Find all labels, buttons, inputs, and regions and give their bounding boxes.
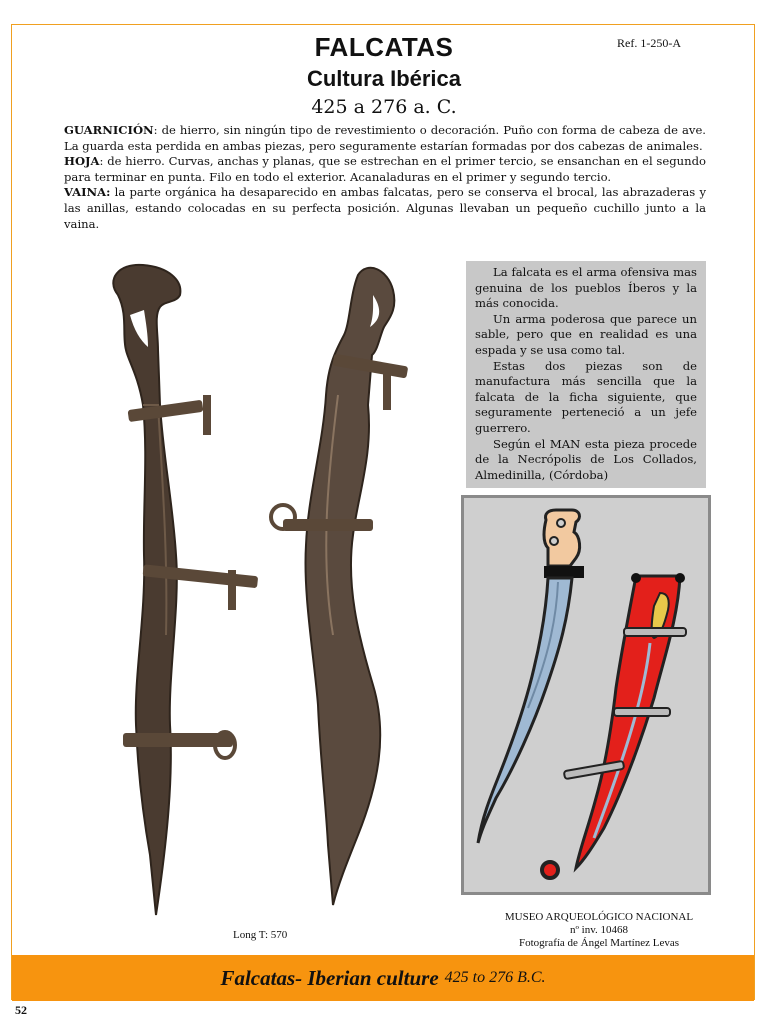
photo-credit: Fotografía de Ángel Martínez Levas <box>518 937 680 949</box>
page-title: FALCATAS <box>314 32 454 62</box>
guarnicion-paragraph <box>64 123 706 154</box>
hoja-text: : de hierro. Curvas, anchas y planas, que se estrechan en el primer tercio, se ensanchan en el segundo para terminar en punta. Filo en todo el exterior. Acanaladuras en el primer y segundo tercio. <box>64 154 706 184</box>
guarnicion-text: : de hierro, sin ningún tipo de revestimiento o decoración. Puño con forma de cabeza de ave. La guarda esta perdida en ambas piezas, pero seguramente estarían formadas por dos cabezas de animales. <box>64 123 706 153</box>
vaina-text: la parte orgánica ha desaparecido en ambas falcatas, pero se conserva el brocal, las abrazaderas y las anillas, estando colocadas en su perfecta posición. Algunas llevaban un pequeño cuchillo junto a la vaina. <box>64 185 706 231</box>
info-paragraph-2: Un arma poderosa que parece un sable, pero que en realidad es una espada y se usa como tal. <box>475 311 697 357</box>
info-paragraph-3: Estas dos piezas son de manufactura más sencilla que la falcata de la ficha siguiente, que seguramente perteneció a un jefe guerrero. <box>475 358 697 435</box>
description-block <box>64 123 706 232</box>
reference-number: Ref. 1-250-A <box>617 36 681 50</box>
museum-name: MUSEO ARQUEOLÓGICO NACIONAL <box>504 911 694 923</box>
length-caption: Long T: 570 <box>233 929 288 941</box>
info-box <box>466 261 706 488</box>
banner-title: Falcatas- Iberian culture <box>220 965 439 990</box>
info-paragraph-4: Según el MAN esta pieza procede de la Necrópolis de Los Collados, Almedinilla, (Córdoba) <box>475 436 697 482</box>
date-range: 425 a 276 a. C. <box>311 96 457 118</box>
info-paragraph-1: La falcata es el arma ofensiva mas genuina de los pueblos Íberos y la más conocida. <box>475 265 697 311</box>
footer-banner <box>12 955 754 1001</box>
page-subtitle: Cultura Ibérica <box>306 66 462 91</box>
inventory-number: nº inv. 10468 <box>569 924 628 936</box>
page-number: 52 <box>15 1003 27 1017</box>
vaina-label: VAINA: <box>64 185 111 200</box>
hoja-label: HOJA <box>64 154 100 169</box>
falcata-illustration-frame <box>461 495 711 895</box>
left-falcata-image <box>113 265 258 915</box>
falcatas-photograph <box>88 255 443 945</box>
falcata-illustration <box>464 498 708 892</box>
hoja-paragraph <box>64 154 706 185</box>
vaina-paragraph <box>64 185 706 232</box>
banner-dates: 425 to 276 B.C. <box>444 969 546 986</box>
right-falcata-image <box>271 268 408 905</box>
guarnicion-label: GUARNICIÓN <box>64 123 154 137</box>
museum-caption <box>470 911 728 950</box>
